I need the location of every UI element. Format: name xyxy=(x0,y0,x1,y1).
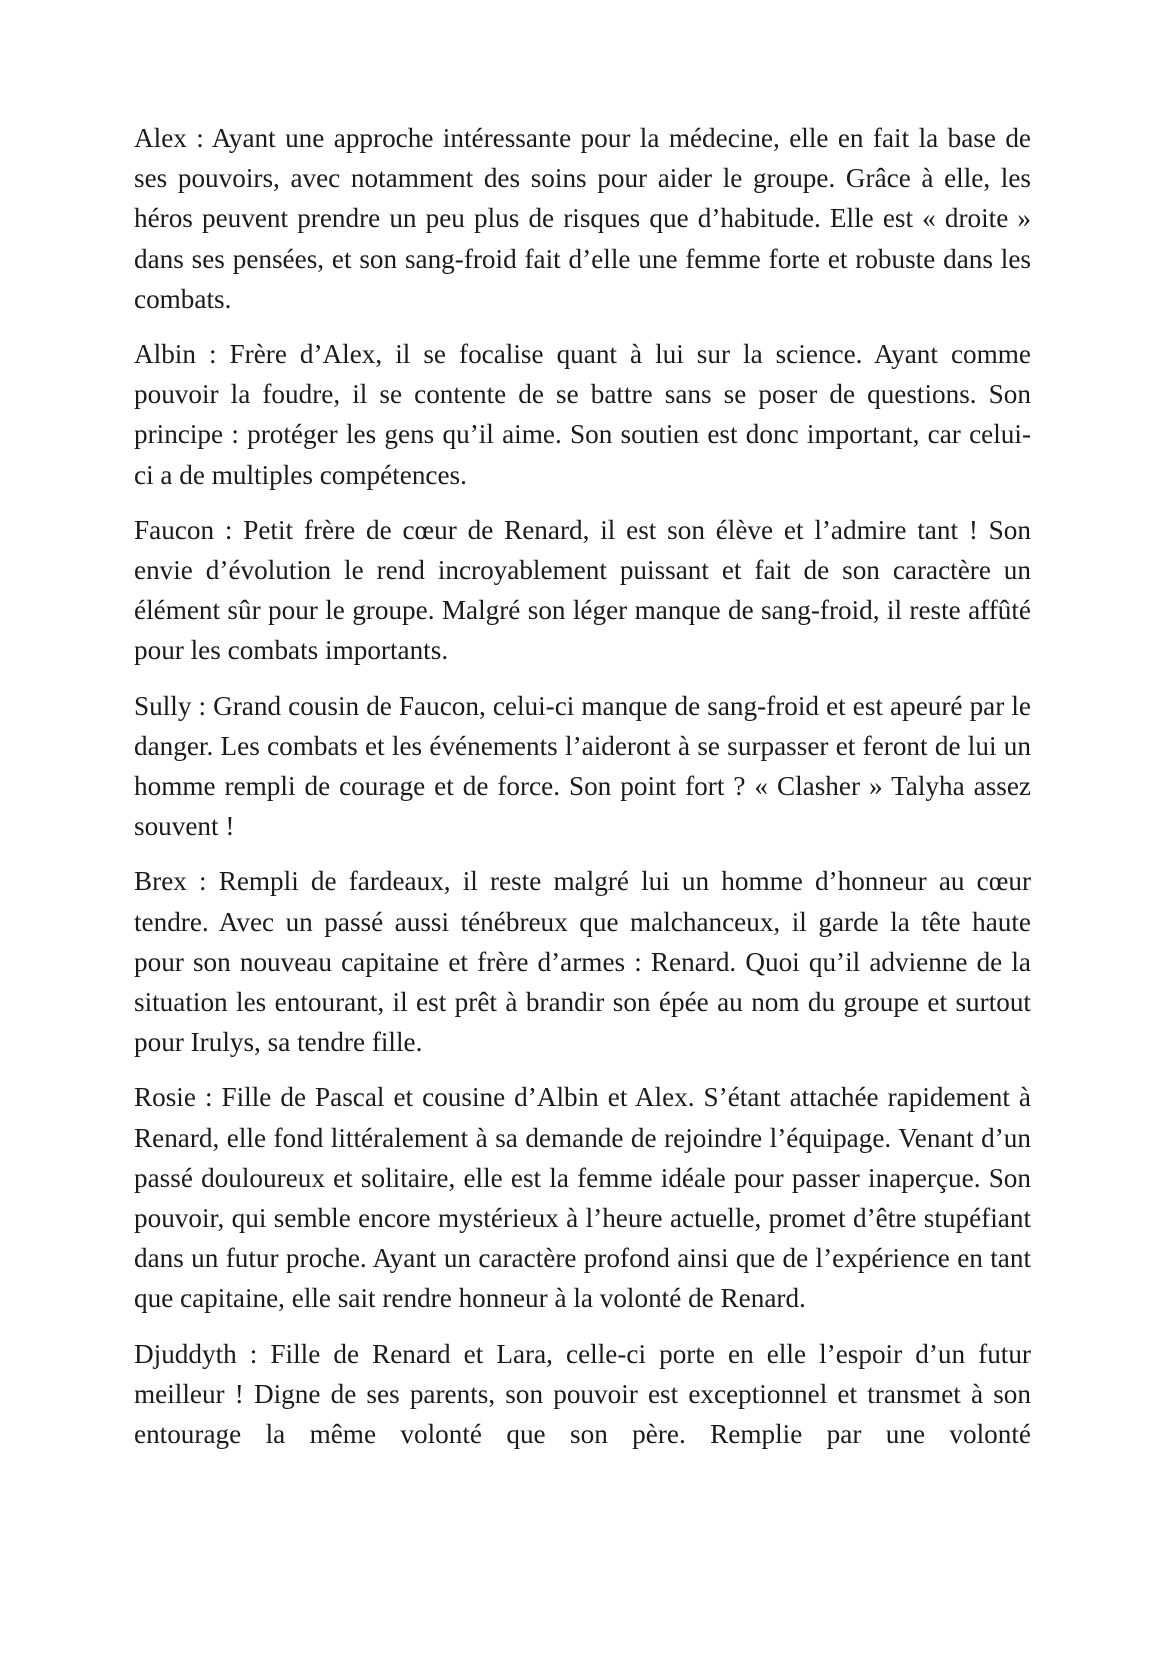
paragraph-brex: Brex : Rempli de fardeaux, il reste malgré lui un homme d’honneur au cœur tendre. Avec un passé aussi ténébreux que malchanceux, il garde la tête haute pour son nouveau capitaine et frère d’armes : Renard. Quoi qu’il advienne de la situation les entourant, il est prêt à brandir son épée au nom du groupe et surtout pour Irulys, sa tendre fille. xyxy=(134,866,1031,1058)
paragraph-albin: Albin : Frère d’Alex, il se focalise quant à lui sur la science. Ayant comme pouvoir la foudre, il se contente de se battre sans se poser de questions. Son principe : protéger les gens qu’il aime. Son soutien est donc important, car celui-ci a de multiples compétences. xyxy=(134,339,1031,490)
document-page xyxy=(134,118,1031,1469)
paragraph-rosie: Rosie : Fille de Pascal et cousine d’Albin et Alex. S’étant attachée rapidement à Renard, elle fond littéralement à sa demande de rejoindre l’équipage. Venant d’un passé douloureux et solitaire, elle est la femme idéale pour passer inaperçue. Son pouvoir, qui semble encore mystérieux à l’heure actuelle, promet d’être stupéfiant dans un futur proche. Ayant un caractère profond ainsi que de l’expérience en tant que capitaine, elle sait rendre honneur à la volonté de Renard. xyxy=(134,1082,1031,1314)
paragraph-alex: Alex : Ayant une approche intéressante pour la médecine, elle en fait la base de ses pouvoirs, avec notamment des soins pour aider le groupe. Grâce à elle, les héros peuvent prendre un peu plus de risques que d’habitude. Elle est « droite » dans ses pensées, et son sang-froid fait d’elle une femme forte et robuste dans les combats. xyxy=(134,123,1031,314)
paragraph-djuddyth: Djuddyth : Fille de Renard et Lara, celle-ci porte en elle l’espoir d’un futur meilleur ! Digne de ses parents, son pouvoir est exceptionnel et transmet à son entourage la même volonté que son père. Remplie par une volonté xyxy=(134,1338,1031,1450)
paragraph-sully: Sully : Grand cousin de Faucon, celui-ci manque de sang-froid et est apeuré par le danger. Les combats et les événements l’aideront à se surpasser et feront de lui un homme rempli de courage et de force. Son point fort ? « Clasher » Talyha assez souvent ! xyxy=(134,690,1031,842)
paragraph-faucon: Faucon : Petit frère de cœur de Renard, il est son élève et l’admire tant ! Son envie d’évolution le rend incroyablement puissant et fait de son caractère un élément sûr pour le groupe. Malgré son léger manque de sang-froid, il reste affûté pour les combats importants. xyxy=(134,514,1031,666)
